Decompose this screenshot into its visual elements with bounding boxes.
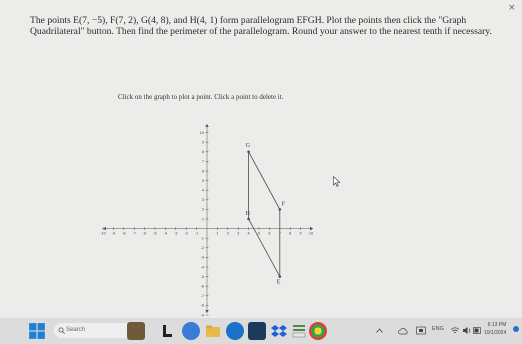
parallelogram-efgh	[249, 152, 280, 277]
file-explorer-icon[interactable]	[204, 322, 222, 340]
x-tick-label: -9	[111, 231, 116, 236]
x-tick-label: 9	[299, 231, 302, 236]
close-icon[interactable]: ×	[508, 3, 516, 13]
x-tick-label: 10	[308, 231, 314, 236]
x-tick-label: -2	[184, 231, 188, 236]
x-tick-label: 7	[278, 231, 281, 236]
y-tick-label: 9	[201, 140, 204, 145]
language-indicator[interactable]: ENG	[432, 326, 444, 332]
windows-start-icon[interactable]	[28, 322, 46, 340]
y-tick-label: -6	[200, 284, 204, 289]
point-f[interactable]	[279, 208, 282, 211]
y-tick-label: 10	[199, 130, 204, 135]
notification-badge[interactable]	[513, 326, 519, 332]
x-tick-label: -1	[194, 231, 199, 236]
y-tick-label: 5	[201, 178, 204, 183]
point-e-label: E(7, −5)	[73, 15, 106, 26]
point-h[interactable]	[247, 218, 250, 221]
x-tick-label: 2	[226, 231, 229, 236]
taskbar-search-input[interactable]: Search	[54, 323, 140, 338]
windows-taskbar	[0, 318, 522, 344]
clock-date: 10/1/2024	[484, 330, 507, 336]
x-tick-label: 8	[289, 231, 292, 236]
y-tick-label: 6	[201, 169, 204, 174]
point-e[interactable]	[279, 275, 282, 278]
point-g[interactable]	[247, 151, 250, 154]
dropbox-icon[interactable]	[270, 322, 288, 340]
y-tick-label: 3	[201, 198, 204, 203]
task-view-icon[interactable]	[160, 322, 178, 340]
point-f-label: F	[281, 201, 286, 208]
clock-time: 6:13 PM	[487, 322, 507, 328]
point-h-label: H	[245, 211, 250, 217]
y-tick-label: -8	[200, 303, 204, 308]
point-g-label: G(4, 8)	[140, 15, 169, 26]
y-tick-label: -7	[200, 294, 204, 299]
point-e-label: E	[276, 279, 281, 286]
graph-instruction: Click on the graph to plot a point. Click a point to delete it.	[118, 93, 284, 101]
x-tick-label: 4	[247, 231, 250, 236]
y-tick-label: 7	[201, 159, 204, 164]
store-app-icon[interactable]	[248, 322, 266, 340]
y-tick-label: -3	[200, 255, 204, 260]
y-tick-label: -9	[200, 313, 204, 318]
news-app-icon[interactable]	[290, 322, 308, 340]
y-tick-label: -1	[200, 236, 204, 241]
mouse-cursor-icon	[333, 176, 341, 187]
y-tick-label: 1	[201, 217, 204, 222]
x-tick-label: -3	[174, 231, 178, 236]
x-tick-label: 3	[237, 231, 240, 236]
y-tick-label: -2	[200, 246, 204, 251]
browser-icon[interactable]	[182, 322, 200, 340]
x-tick-label: 1	[216, 231, 219, 236]
chrome-icon[interactable]	[309, 322, 327, 340]
point-g-label: G	[245, 142, 250, 149]
taskbar-clock[interactable]	[484, 321, 506, 337]
cloud-icon[interactable]	[398, 326, 408, 335]
x-tick-label: -6	[142, 231, 147, 236]
point-h-label: H(4, 1)	[189, 15, 218, 26]
point-f-label: F(7, 2)	[110, 15, 137, 26]
x-tick-label: -4	[163, 231, 168, 236]
x-axis-left-arrow	[103, 227, 106, 231]
y-tick-label: 8	[201, 150, 204, 155]
question-text: The points E(7, −5), F(7, 2), G(4, 8), and H(4, 1) form parallelogram EFGH. Plot the points then click the "Graph Quadrilateral" button. Then find the perimeter of the parallelogram. Round your answer to the nearest tenth if necessary.	[30, 15, 492, 37]
chevron-up-icon[interactable]	[376, 328, 383, 333]
gpu-tray-icon[interactable]	[416, 326, 426, 335]
x-tick-label: 5	[257, 231, 261, 236]
search-icon	[58, 327, 65, 334]
y-axis-down-arrow	[205, 310, 209, 313]
wifi-icon[interactable]	[450, 326, 460, 335]
widgets-icon[interactable]	[127, 322, 145, 340]
y-tick-label: -4	[200, 265, 204, 270]
edge-browser-icon[interactable]	[226, 322, 244, 340]
x-axis-right-arrow	[310, 227, 313, 231]
x-tick-label: -10	[100, 231, 106, 236]
x-tick-label: -7	[132, 231, 136, 236]
x-tick-label: -5	[153, 231, 157, 236]
y-tick-label: 4	[201, 188, 204, 193]
speaker-icon[interactable]	[462, 326, 472, 335]
x-tick-label: 6	[268, 231, 271, 236]
x-tick-label: -8	[122, 231, 126, 236]
y-axis-up-arrow	[205, 124, 209, 127]
battery-icon[interactable]	[473, 327, 482, 334]
y-tick-label: -5	[200, 274, 204, 279]
y-tick-label: 2	[201, 207, 204, 212]
